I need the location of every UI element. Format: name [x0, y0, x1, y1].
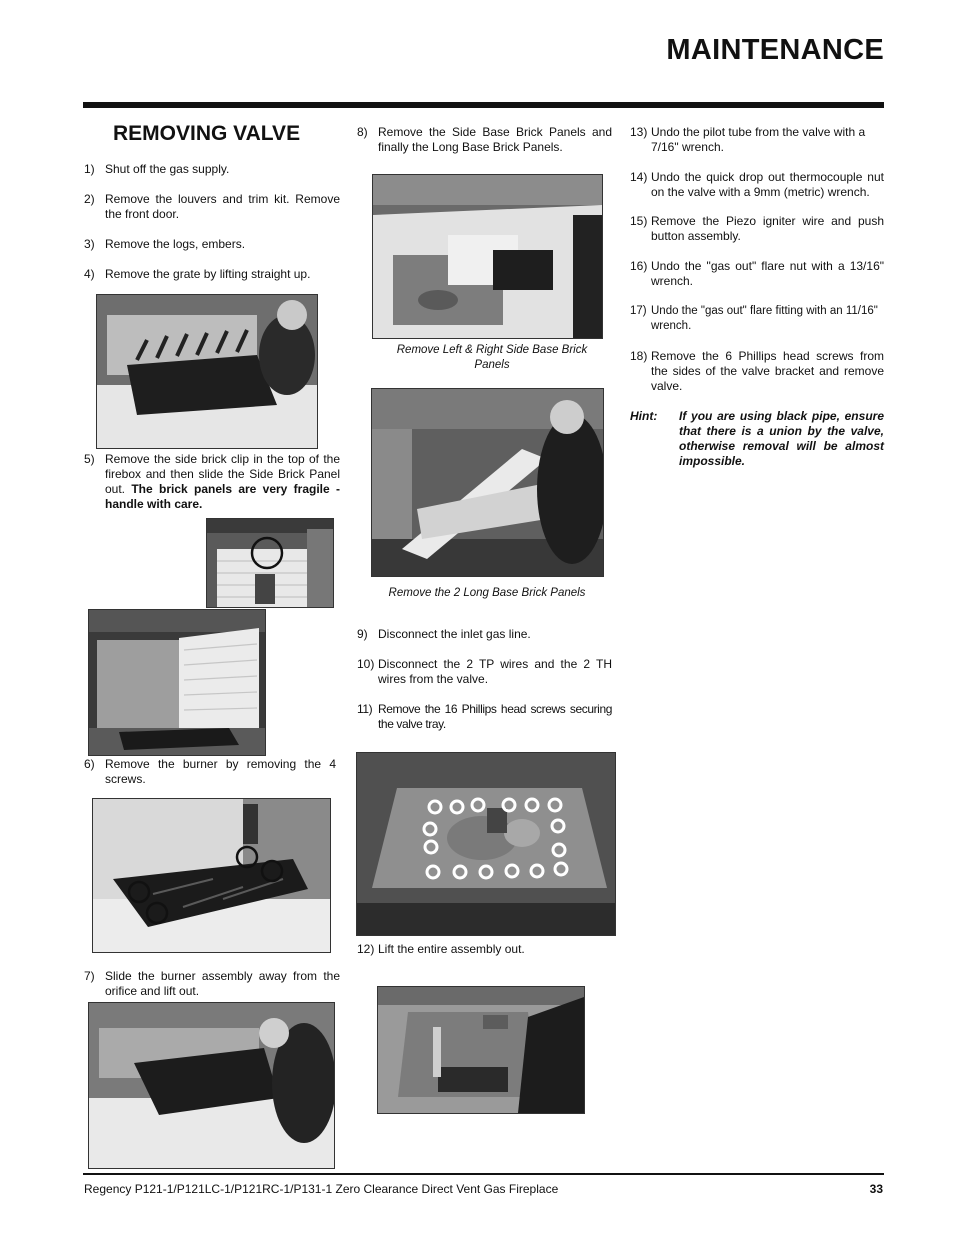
- page-title: MAINTENANCE: [666, 34, 884, 66]
- section-title: REMOVING VALVE: [113, 122, 301, 145]
- step-text: Remove the Piezo igniter wire and push button assembly.: [651, 214, 884, 243]
- step-text: Remove the logs, embers.: [105, 237, 246, 251]
- step-number: 2): [84, 192, 95, 206]
- step-number: 6): [84, 757, 95, 771]
- step-text: Disconnect the 2 TP wires and the 2 TH wires from the valve.: [378, 657, 612, 686]
- step-number: 18): [630, 349, 648, 363]
- step-12: [357, 942, 612, 957]
- step-6: [84, 757, 336, 787]
- hint-text: If you are using black pipe, ensure that there is a union by the valve, otherwise removal will be almost impossible.: [679, 409, 884, 468]
- step-text: Lift the entire assembly out.: [378, 942, 525, 956]
- caption-side-base: Remove Left & Right Side Base Brick Panels: [396, 344, 588, 371]
- step-13: [630, 125, 884, 155]
- step-text: Remove the side brick clip in the top of the firebox and then slide the Side Brick Panel out.: [105, 452, 340, 496]
- photo-side-base-bricks: [372, 174, 603, 339]
- photo-burner-screws: [92, 798, 331, 953]
- step-2: [84, 192, 340, 222]
- step-17: [630, 304, 884, 334]
- step-3: [84, 237, 340, 252]
- step-number: 9): [357, 627, 368, 641]
- step-4: [84, 267, 340, 282]
- step-text: Remove the Side Base Brick Panels and finally the Long Base Brick Panels.: [378, 125, 612, 154]
- step-number: 5): [84, 452, 95, 466]
- page-number: 33: [869, 1182, 883, 1196]
- step-5: [84, 452, 340, 512]
- step-text: Undo the "gas out" flare fitting with an 11/16" wrench.: [651, 305, 878, 332]
- step-number: 17): [630, 305, 647, 317]
- photo-long-base-bricks: [371, 388, 604, 577]
- header-rule: [83, 102, 884, 108]
- step-16: [630, 259, 884, 289]
- step-text: Remove the louvers and trim kit. Remove the front door.: [105, 192, 340, 221]
- photo-brick-clip: [206, 518, 334, 608]
- step-text: Undo the pilot tube from the valve with a 7/16" wrench.: [651, 125, 866, 154]
- step-number: 7): [84, 969, 95, 983]
- step-number: 4): [84, 267, 95, 281]
- step-18: [630, 349, 884, 394]
- step-number: 10): [357, 657, 375, 671]
- step-number: 1): [84, 162, 95, 176]
- step-11: [357, 702, 612, 732]
- footer-model: Regency P121-1/P121LC-1/P121RC-1/P131-1 Zero Clearance Direct Vent Gas Fireplace: [84, 1182, 559, 1196]
- step-text: Remove the grate by lifting straight up.: [105, 267, 311, 281]
- step-text: Undo the "gas out" flare nut with a 13/16" wrench.: [651, 259, 884, 288]
- photo-side-brick-panel: [88, 609, 266, 756]
- step-text: Remove the 6 Phillips head screws from the sides of the valve bracket and remove valve.: [651, 349, 884, 393]
- step-text: Remove the burner by removing the 4 screws.: [105, 757, 336, 786]
- step-number: 8): [357, 125, 368, 139]
- step-8: [357, 125, 612, 155]
- step-7: [84, 969, 340, 999]
- step-number: 12): [357, 942, 375, 956]
- step-9: [357, 627, 612, 642]
- step-number: 11): [357, 702, 373, 716]
- step-1: [84, 162, 340, 177]
- caption-long-base: Remove the 2 Long Base Brick Panels: [388, 587, 586, 599]
- hint-label: Hint:: [630, 409, 658, 423]
- footer-rule: [83, 1173, 884, 1175]
- step-number: 15): [630, 214, 648, 228]
- step-number: 3): [84, 237, 95, 251]
- step-number: 14): [630, 170, 648, 184]
- step-number: 13): [630, 125, 648, 139]
- photo-valve-tray-screws: [356, 752, 616, 936]
- step-number: 16): [630, 259, 648, 273]
- photo-remove-grate: [96, 294, 318, 449]
- step-text: Undo the quick drop out thermocouple nut on the valve with a 9mm (metric) wrench.: [651, 170, 884, 199]
- step-text: Disconnect the inlet gas line.: [378, 627, 531, 641]
- step-10: [357, 657, 612, 687]
- step-15: [630, 214, 884, 244]
- photo-lift-assembly: [377, 986, 585, 1114]
- step-14: [630, 170, 884, 200]
- step-text: Remove the 16 Phillips head screws securing the valve tray.: [378, 702, 612, 731]
- step-text: Shut off the gas supply.: [105, 162, 230, 176]
- step-text: Slide the burner assembly away from the orifice and lift out.: [105, 969, 340, 998]
- step-warning: The brick panels are very fragile - handle with care.: [105, 482, 340, 511]
- photo-burner-assembly: [88, 1002, 335, 1169]
